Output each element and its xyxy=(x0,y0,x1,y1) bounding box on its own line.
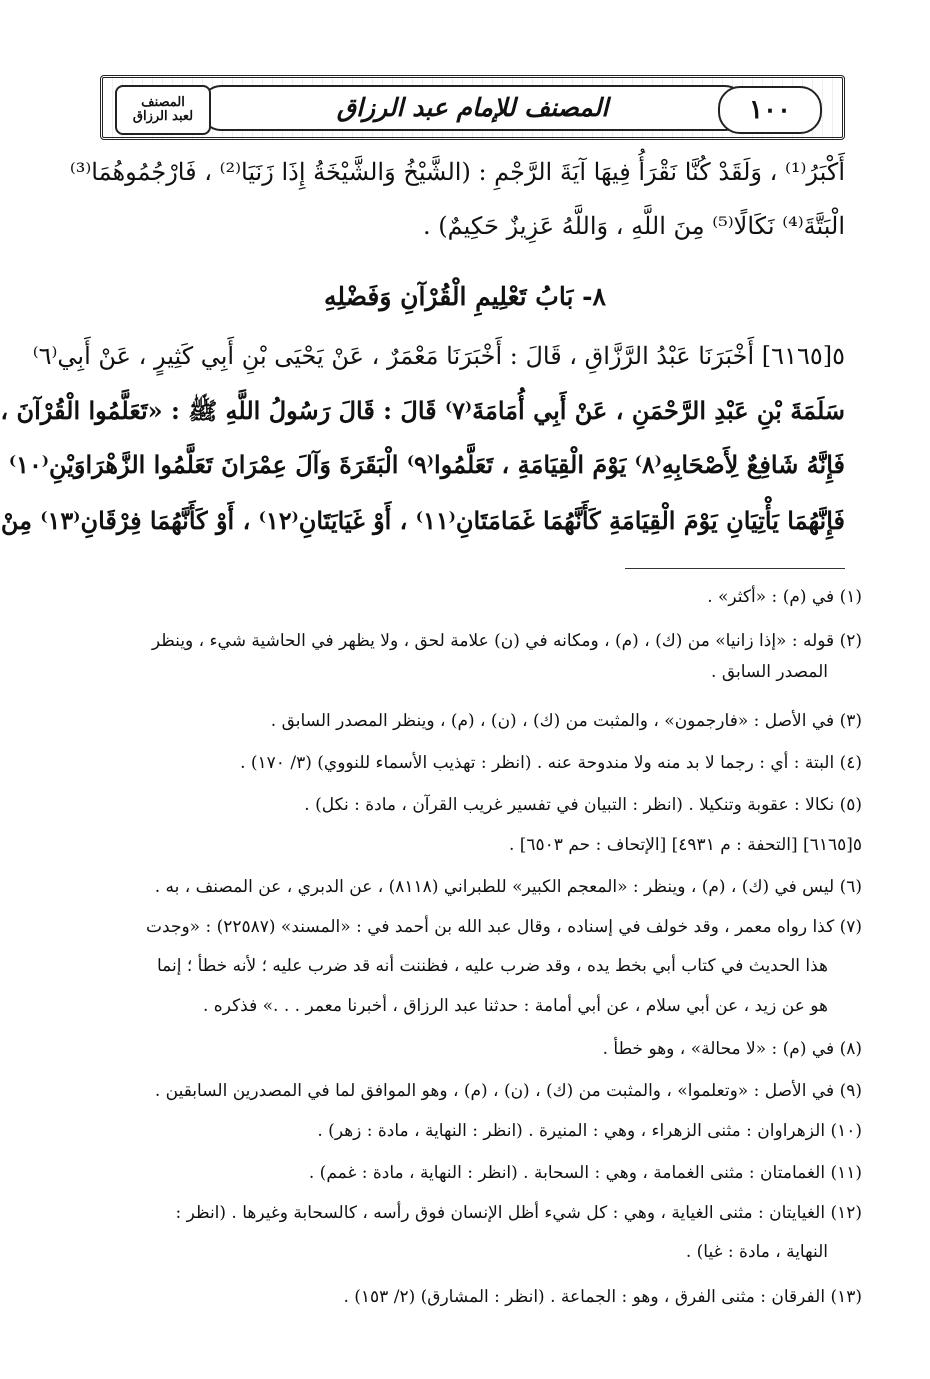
footnote-13: (١٣) الفرقان : مثنى الفرق ، وهو : الجماعة . (انظر : المشارق) (٢/ ١٥٣) . xyxy=(343,1287,862,1307)
footnote-divider xyxy=(625,568,845,569)
chapter-heading: ٨- بَابُ تَعْلِيمِ الْقُرْآنِ وَفَضْلِهِ xyxy=(324,282,606,311)
footnote-9: (٩) في الأصل : «وتعلموا» ، والمثبت من (ك) ، (ن) ، (م) ، وهو الموافق لما في المصدرين السابقين . xyxy=(154,1081,862,1101)
page-header xyxy=(100,75,845,140)
footnote-3: (٣) في الأصل : «فارجمون» ، والمثبت من (ك) ، (ن) ، (م) ، وينظر المصدر السابق . xyxy=(270,711,862,731)
body-line-2: الْبَتَّةَ⁽⁴⁾ نَكَالًا⁽⁵⁾ مِنَ اللَّهِ ، وَاللَّهُ عَزِيزٌ حَكِيمٌ) . xyxy=(423,212,845,240)
footnote-7: (٧) كذا رواه معمر ، وقد خولف في إسناده ، وقال عبد الله بن أحمد في : «المسند» (٢٢٥٨٧) : «وجدت xyxy=(146,917,862,937)
book-seal xyxy=(115,85,211,135)
footnote-2-cont: المصدر السابق . xyxy=(711,662,828,682)
page-number: ١٠٠ xyxy=(718,86,822,134)
book-title: المصنف للإمام عبد الرزاق xyxy=(201,85,745,131)
footnote-12-cont: النهاية ، مادة : غيا) . xyxy=(685,1242,828,1262)
footnote-2: (٢) قوله : «إذا زانيا» من (ك) ، (م) ، ومكانه في (ن) علامة لحق ، ولا يظهر في الحاشية شيء ، وينظر xyxy=(151,631,862,651)
footnote-1: (١) في (م) : «أكثر» . xyxy=(707,587,862,607)
footnote-11: (١١) الغمامتان : مثنى الغمامة ، وهي : السحابة . (انظر : النهاية ، مادة : غمم) . xyxy=(308,1163,862,1183)
body-line-4: سَلَمَةَ بْنِ عَبْدِ الرَّحْمَنِ ، عَنْ أَبِي أُمَامَةَ⁽٧⁾ قَالَ : قَالَ رَسُولُ اللَّهِ ﷺ : «تَعَلَّمُوا الْقُرْآنَ ، xyxy=(0,396,845,425)
body-line-5: فَإِنَّهُ شَافِعٌ لِأَصْحَابِهِ⁽٨⁾ يَوْمَ الْقِيَامَةِ ، تَعَلَّمُوا⁽٩⁾ الْبَقَرَةَ وَآلَ عِمْرَانَ تَعَلَّمُوا الزَّهْرَاوَيْنِ⁽١٠⁾ xyxy=(8,450,845,479)
footnote-7-cont-1: هذا الحديث في كتاب أبي بخط يده ، وقد ضرب عليه ، فظننت أنه قد ضرب عليه ؛ لأنه خطأ ؛ إنما xyxy=(156,956,828,976)
body-line-3: ٥[٦١٦٥] أَخْبَرَنَا عَبْدُ الرَّزَّاقِ ، قَالَ : أَخْبَرَنَا مَعْمَرٌ ، عَنْ يَحْيَى بْنِ أَبِي كَثِيرٍ ، عَنْ أَبِي⁽٦⁾ xyxy=(32,342,845,370)
footnote-10: (١٠) الزهراوان : مثنى الزهراء ، وهي : المنيرة . (انظر : النهاية ، مادة : زهر) . xyxy=(317,1121,862,1141)
hadith-reference: ٥[٦١٦٥] [التحفة : م ٤٩٣١] [الإتحاف : حم ٦٥٠٣] . xyxy=(508,835,862,855)
footnote-4: (٤) البتة : أي : رجما لا بد منه ولا مندوحة عنه . (انظر : تهذيب الأسماء للنووي) (٣/ ١٧٠) . xyxy=(240,753,862,773)
footnote-8: (٨) في (م) : «لا محالة» ، وهو خطأ . xyxy=(602,1039,862,1059)
footnote-5: (٥) نكالا : عقوبة وتنكيلا . (انظر : التبيان في تفسير غريب القرآن ، مادة : نكل) . xyxy=(304,795,862,815)
seal-line-1: المصنف xyxy=(141,95,185,110)
footnote-7-cont-2: هو عن زيد ، عن أبي سلام ، عن أبي أمامة : حدثنا عبد الرزاق ، أخبرنا معمر . . .» فذكره . xyxy=(202,996,828,1016)
seal-line-2: لعبد الرزاق xyxy=(132,109,194,124)
body-line-1: أَكْبَرُ⁽¹⁾ ، وَلَقَدْ كُنَّا نَقْرَأُ فِيهَا آيَةَ الرَّجْمِ : (الشَّيْخُ وَالشَّيْخَةُ إِذَا زَنَيَا⁽²⁾ ، فَارْجُمُوهُمَا⁽³⁾ xyxy=(69,158,845,186)
body-line-6: فَإِنَّهُمَا يَأْتِيَانِ يَوْمَ الْقِيَامَةِ كَأَنَّهُمَا غَمَامَتَانِ⁽١١⁾ ، أَوْ غَيَايَتَانِ⁽١٢⁾ ، أَوْ كَأَنَّهُمَا فِرْقَانِ⁽١٣⁾ مِنْ xyxy=(0,506,845,535)
footnote-6: (٦) ليس في (ك) ، (م) ، وينظر : «المعجم الكبير» للطبراني (٨١١٨) ، عن الدبري ، عن المصنف ، به . xyxy=(154,877,862,897)
footnote-12: (١٢) الغيايتان : مثنى الغياية ، وهي : كل شيء أظل الإنسان فوق رأسه ، كالسحابة وغيرها . (انظر : xyxy=(175,1203,862,1223)
